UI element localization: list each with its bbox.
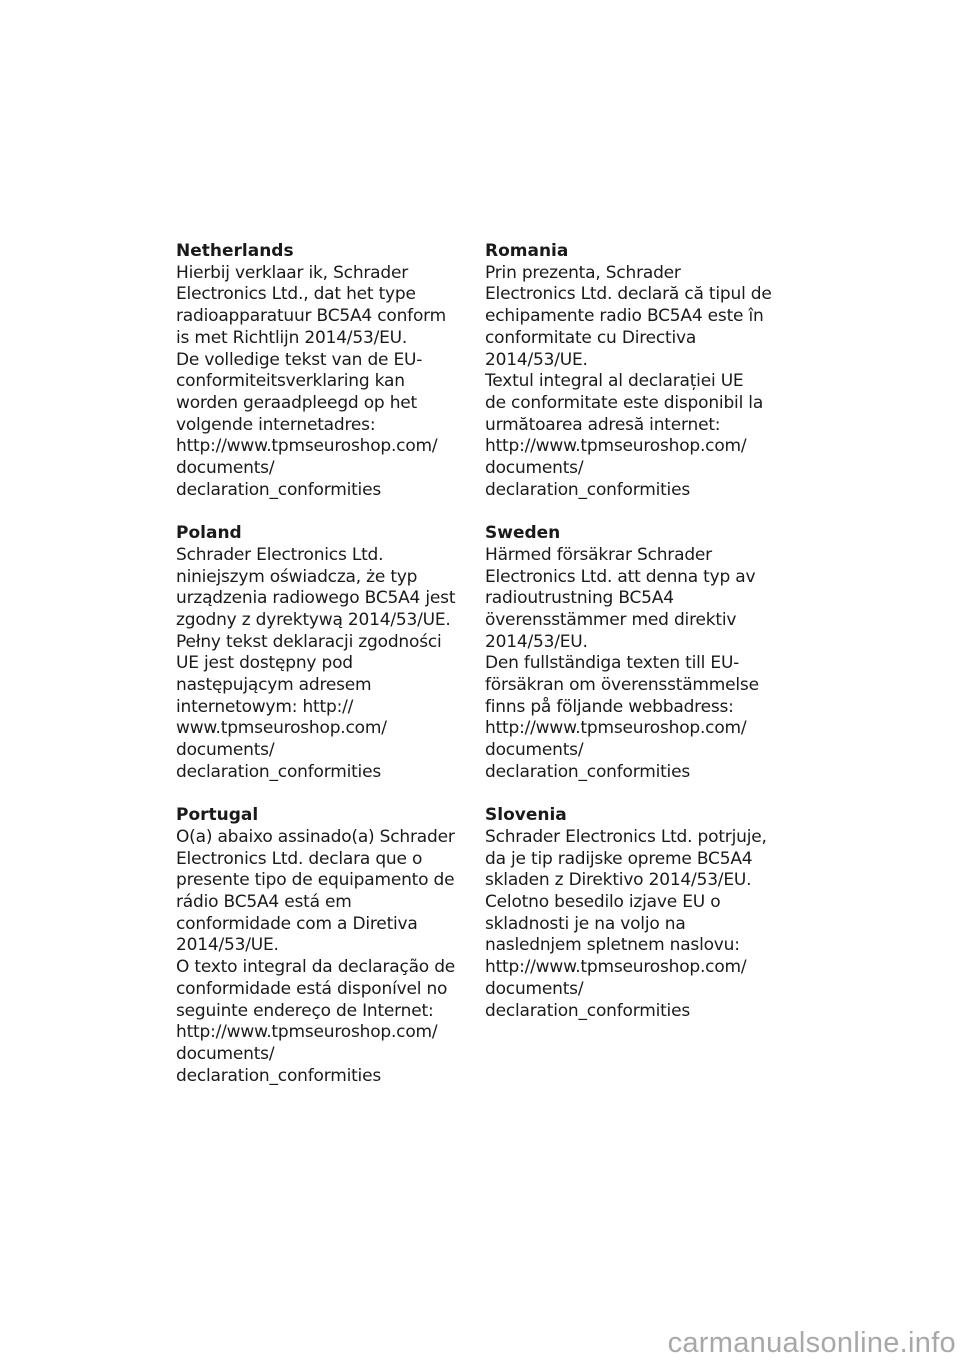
left-column [176,241,476,1109]
section-body: Schrader Electronics Ltd. niniejszym oświadcza, że typ urządzenia radiowego BC5A4 jest zgodny z dyrektywą 2014/53/UE. Pełny tekst deklaracji zgodności UE jest dostępny pod następującym adresem internetowym: http:// www.tpmseuroshop.com/ documents/ declaration_conformities [176,544,456,782]
section-slovenia [485,805,785,1022]
section-body: Prin prezenta, Schrader Electronics Ltd. declară că tipul de echipamente radio BC5A4 este în conformitate cu Directiva 2014/53/UE. Textul integral al declarației UE de conformitate este disponibil la următoarea adresă internet: http://www.tpmseuroshop.com/ documents/ declaration_conformities [485,262,772,500]
section-portugal [176,805,476,1087]
right-column [485,241,785,1044]
section-body: Hierbij verklaar ik, Schrader Electronics Ltd., dat het type radioapparatuur BC5A4 conform is met Richtlijn 2014/53/EU. De volledige tekst van de EU- conformiteitsverklaring kan worden geraadpleegd op het volgende internetadres: http://www.tpmseuroshop.com/ documents/ declaration_conformities [176,262,447,500]
section-body: O(a) abaixo assinado(a) Schrader Electronics Ltd. declara que o presente tipo de equipamento de rádio BC5A4 está em conformidade com a Diretiva 2014/53/UE. O texto integral da declaração de conformidade está disponível no seguinte endereço de Internet: http://www.tpmseuroshop.com/ documents/ declaration_conformities [176,826,456,1086]
watermark: carmanualsonline.info [667,1327,956,1359]
section-body: Schrader Electronics Ltd. potrjuje, da je tip radijske opreme BC5A4 skladen z Direktivo 2014/53/EU. Celotno besedilo izjave EU o skladnosti je na voljo na naslednjem spletnem naslovu: http://www.tpmseuroshop.com/ documents/ declaration_conformities [485,826,767,1021]
section-poland [176,523,476,783]
section-body: Härmed försäkrar Schrader Electronics Ltd. att denna typ av radioutrustning BC5A4 överensstämmer med direktiv 2014/53/EU. Den fullständiga texten till EU- försäkran om överensstämmelse finns på följande webbadress: http://www.tpmseuroshop.com/ documents/ declaration_conformities [485,544,759,782]
section-heading: Sweden [485,523,561,544]
section-sweden [485,523,785,783]
section-heading: Poland [176,523,242,544]
section-romania [485,241,785,501]
section-heading: Romania [485,241,569,261]
section-heading: Netherlands [176,241,294,261]
section-heading: Portugal [176,805,259,826]
section-netherlands [176,241,476,501]
section-heading: Slovenia [485,805,567,826]
